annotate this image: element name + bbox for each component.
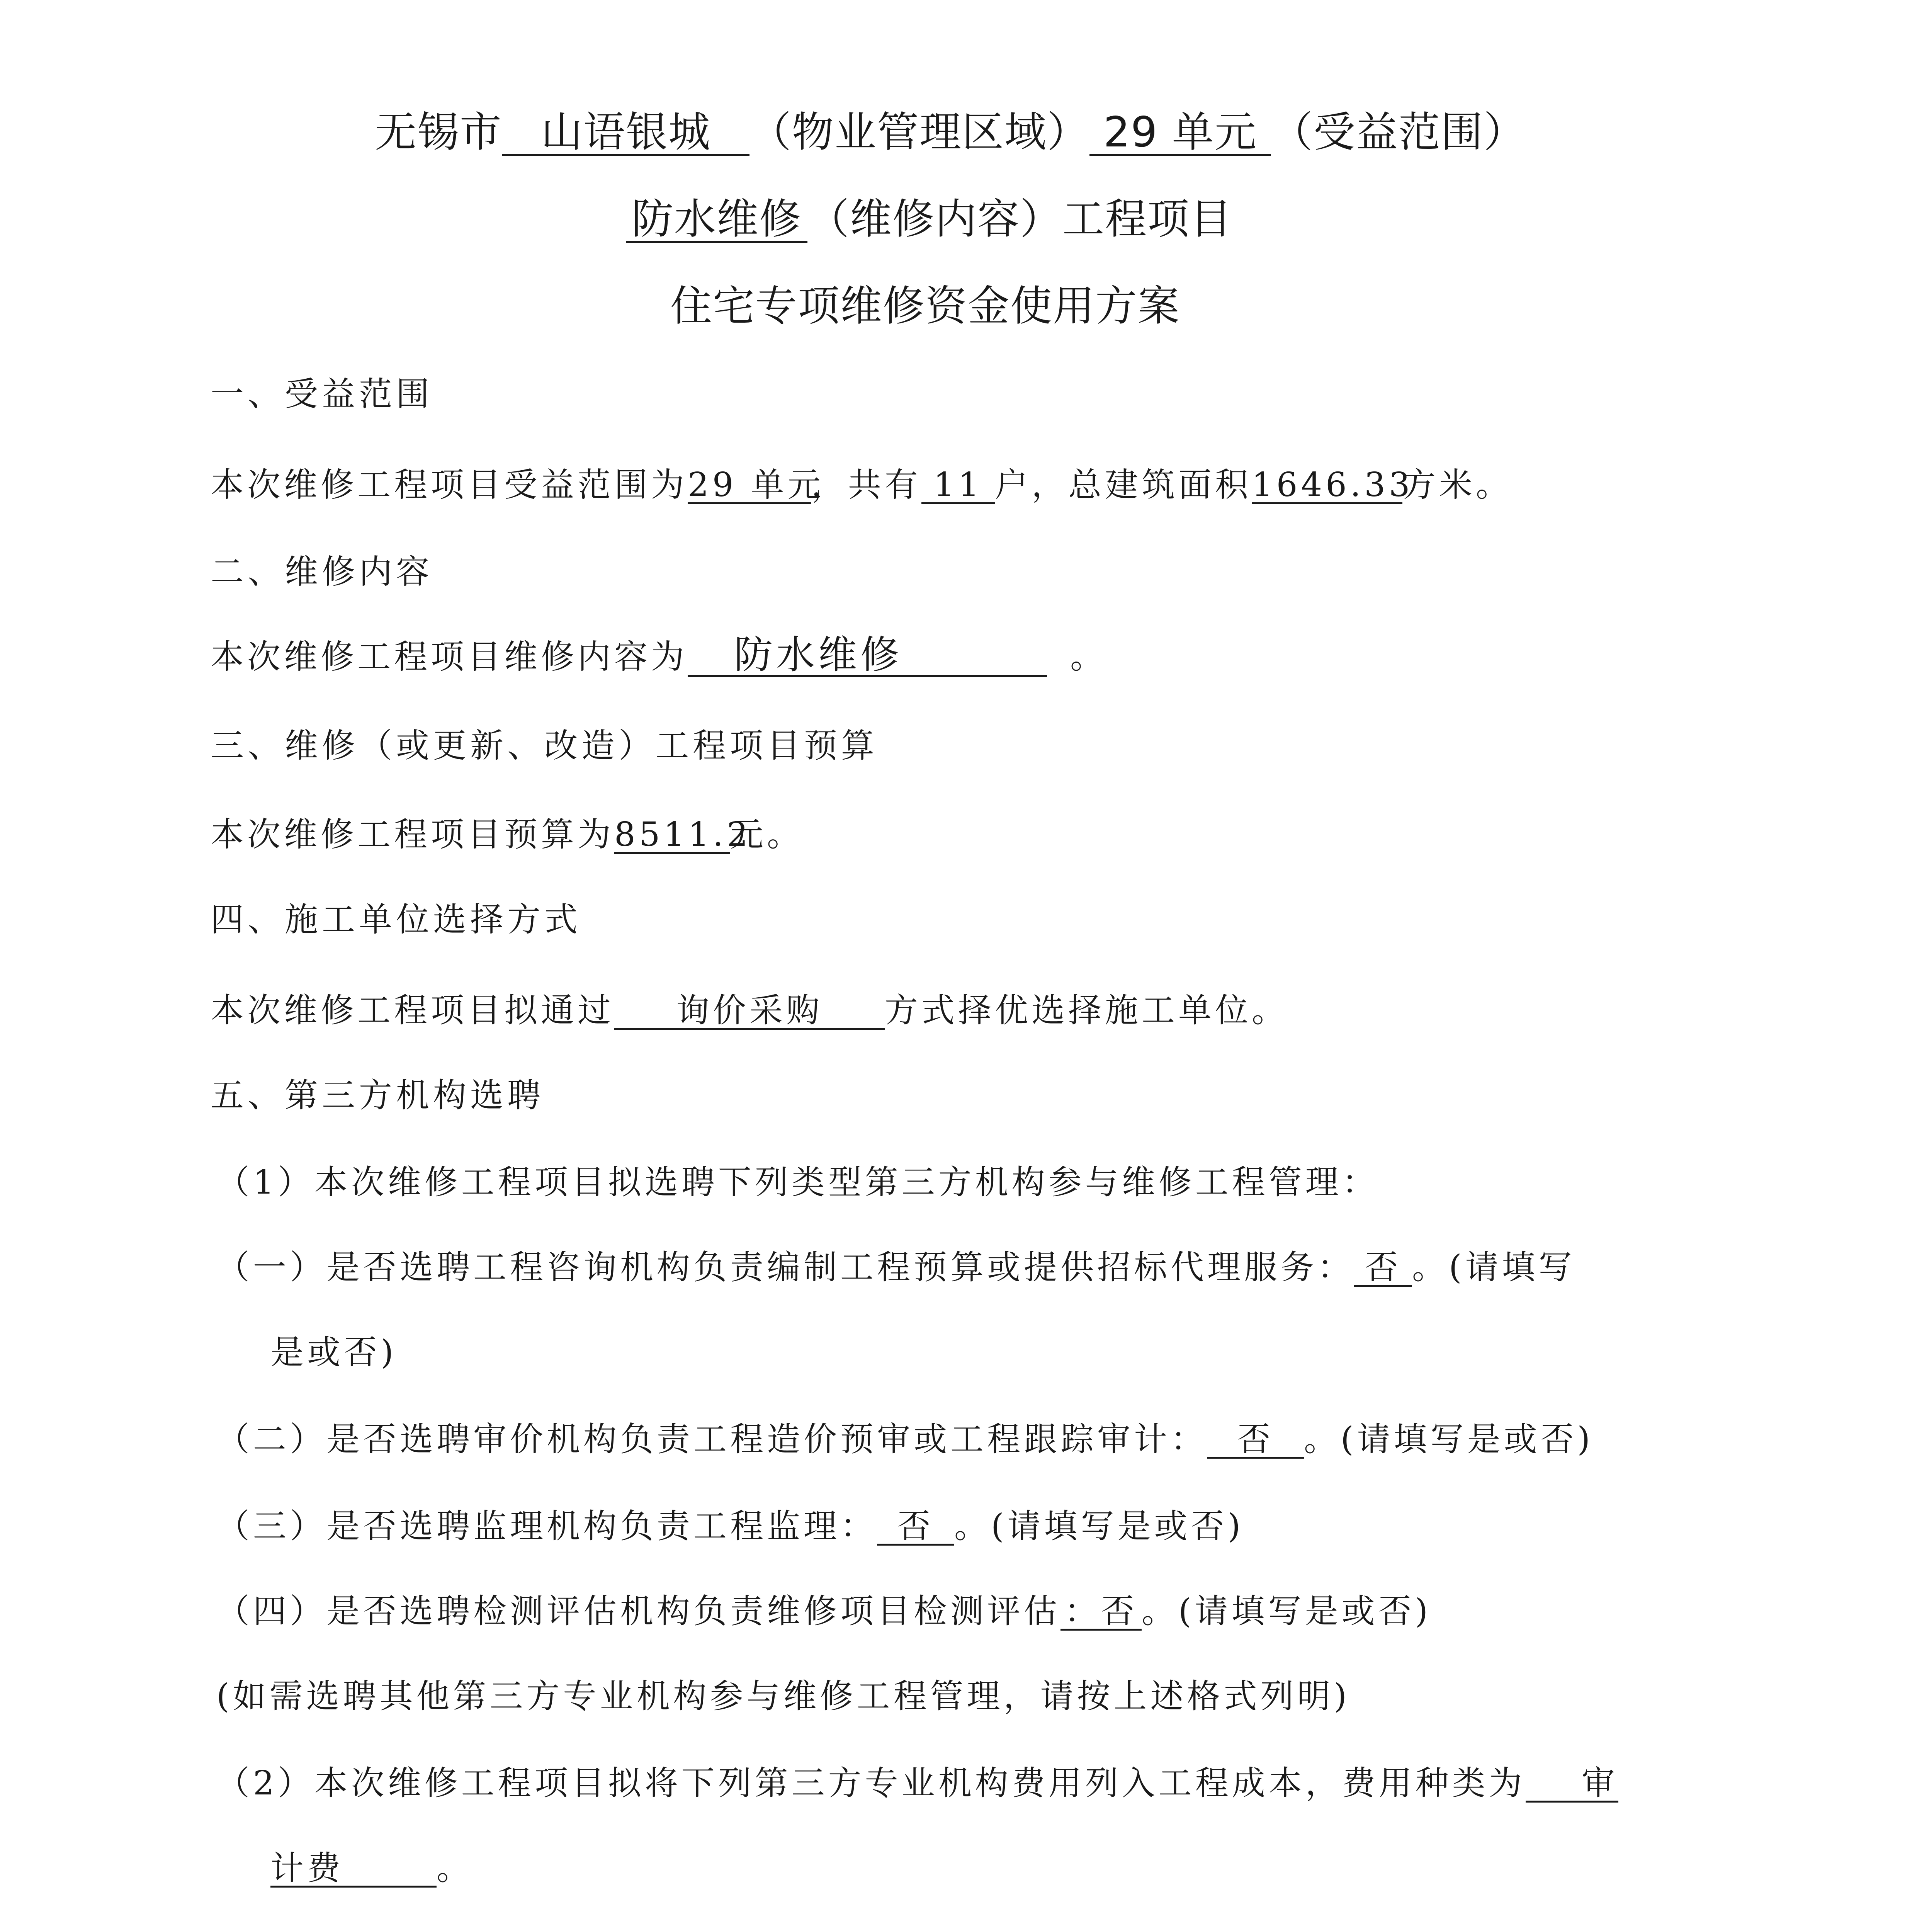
beneficiary-unit: 29 单元 xyxy=(688,466,824,504)
title-line-3: 住宅专项维修资金使用方案 xyxy=(670,282,1181,330)
s2-text-b: 。 xyxy=(1070,638,1107,676)
section-5-item-2 xyxy=(216,1756,1618,1804)
s1-text-c: 户，总建筑面积 xyxy=(995,466,1252,504)
q2-note: 。(请填写是或否) xyxy=(1304,1420,1594,1459)
section-5-q4 xyxy=(216,1584,1431,1632)
q1-text: （一）是否选聘工程咨询机构负责编制工程预算或提供招标代理服务： xyxy=(216,1248,1354,1287)
project-budget: 8511.2 xyxy=(614,815,751,854)
household-count: 11 xyxy=(921,468,995,504)
title-line-1 xyxy=(375,99,1526,158)
section-4-text xyxy=(211,983,1288,1031)
title-area: 山语银城 xyxy=(502,111,749,156)
title-line-2 xyxy=(626,185,1232,245)
q3-answer: 否 xyxy=(877,1509,954,1546)
section-4-heading: 四、施工单位选择方式 xyxy=(211,900,581,939)
q3-text: （三）是否选聘监理机构负责工程监理： xyxy=(216,1507,877,1546)
q3-note: 。(请填写是或否) xyxy=(954,1507,1244,1546)
title-area-note: （物业管理区域） xyxy=(749,108,1090,156)
section-5-q3 xyxy=(216,1499,1244,1547)
section-3-heading: 三、维修（或更新、改造）工程项目预算 xyxy=(211,726,878,765)
section-1-text xyxy=(211,458,1513,506)
s4-text-b: 方式择优选择施工单位。 xyxy=(885,991,1288,1030)
section-5-item-2-cont xyxy=(270,1841,473,1889)
section-5-heading: 五、第三方机构选聘 xyxy=(211,1076,544,1115)
title-unit: 29 单元 xyxy=(1089,111,1271,156)
section-5-q1 xyxy=(216,1240,1575,1288)
title-city: 无锡市 xyxy=(375,108,503,156)
fee-type-part-1: 审 xyxy=(1526,1766,1618,1803)
repair-content: 防水维修 xyxy=(688,634,1047,677)
q2-answer: 否 xyxy=(1207,1422,1304,1459)
building-area: 1646.33 xyxy=(1252,466,1414,504)
q4-note: 。(请填写是或否) xyxy=(1142,1592,1432,1631)
section-2-text xyxy=(211,630,1107,678)
s4-text-a: 本次维修工程项目拟通过 xyxy=(211,991,614,1030)
q4-text: （四）是否选聘检测评估机构负责维修项目检测评估 xyxy=(216,1592,1060,1631)
s3-text-a: 本次维修工程项目预算为 xyxy=(211,815,614,854)
p2-text: （2）本次维修工程项目拟将下列第三方专业机构费用列入工程成本，费用种类为 xyxy=(216,1764,1526,1803)
selection-method: 询价采购 xyxy=(614,993,885,1030)
section-5-q2 xyxy=(216,1412,1594,1460)
s1-text-a: 本次维修工程项目受益范围为 xyxy=(211,466,688,504)
s1-text-b: ，共有 xyxy=(811,466,921,504)
section-5-item-1: （1）本次维修工程项目拟选聘下列类型第三方机构参与维修工程管理： xyxy=(216,1163,1379,1202)
section-1-heading: 一、受益范围 xyxy=(211,375,433,413)
title-content-note: （维修内容）工程项目 xyxy=(807,195,1233,243)
q1-answer: 否 xyxy=(1354,1250,1412,1287)
s3-text-b: 元。 xyxy=(730,815,804,854)
q2-text: （二）是否选聘审价机构负责工程造价预审或工程跟踪审计： xyxy=(216,1420,1207,1459)
title-content: 防水维修 xyxy=(626,197,807,243)
s2-text-a: 本次维修工程项目维修内容为 xyxy=(211,638,688,676)
section-5-note: (如需选聘其他第三方专业机构参与维修工程管理，请按上述格式列明) xyxy=(216,1677,1351,1716)
section-5-q1-cont: 是或否) xyxy=(270,1333,397,1372)
s1-text-d: 方米。 xyxy=(1402,466,1513,504)
section-2-heading: 二、维修内容 xyxy=(211,553,433,591)
fee-type-part-2: 计费 xyxy=(270,1851,437,1888)
title-unit-note: （受益范围） xyxy=(1271,108,1526,156)
q1-note: 。(请填写 xyxy=(1412,1248,1575,1287)
section-3-text xyxy=(211,808,804,855)
q4-answer: ：否 xyxy=(1060,1594,1142,1631)
p2-end: 。 xyxy=(437,1849,473,1888)
